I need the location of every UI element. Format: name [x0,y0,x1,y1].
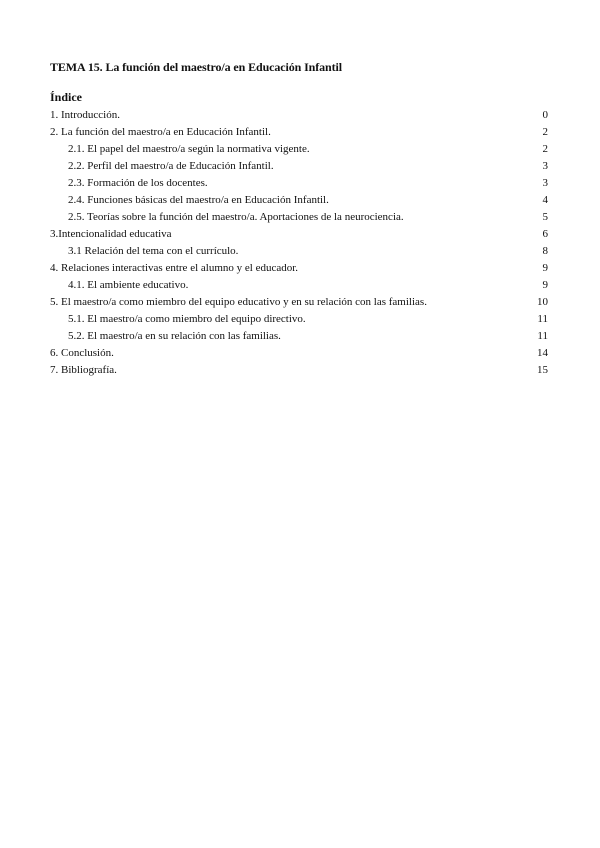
toc-entry[interactable] [50,107,548,124]
toc-entry-page: 3 [542,177,548,189]
toc-entry-page: 9 [542,279,548,291]
toc-entry[interactable] [50,362,548,379]
toc-subentry[interactable] [50,311,548,328]
toc-entry-text: 5.1. El maestro/a como miembro del equipo directivo. [68,313,306,325]
toc-entry-text: 2.3. Formación de los docentes. [68,177,208,189]
toc-subentry[interactable] [50,243,548,260]
toc-subentry[interactable] [50,158,548,175]
toc-entry-text: 7. Bibliografía. [50,364,117,376]
toc-entry-page: 3 [542,160,548,172]
toc-entry-text: 5.2. El maestro/a en su relación con las familias. [68,330,281,342]
toc-entry-text: 6. Conclusión. [50,347,114,359]
toc-entry-page: 0 [542,109,548,121]
toc-entry-page: 9 [542,262,548,274]
toc-entry-text: 3.Intencionalidad educativa [50,228,172,240]
toc-subentry[interactable] [50,209,548,226]
toc-entry-text: 5. El maestro/a como miembro del equipo educativo y en su relación con las familias. [50,296,427,308]
toc-entry-text: 2. La función del maestro/a en Educación Infantil. [50,126,271,138]
toc-subentry[interactable] [50,277,548,294]
toc-entry-page: 11 [537,330,548,342]
toc-entry[interactable] [50,294,548,311]
toc-entry-page: 15 [537,364,548,376]
toc-entry-page: 14 [537,347,548,359]
toc-subentry[interactable] [50,328,548,345]
toc-subentry[interactable] [50,192,548,209]
toc-entry-text: 2.4. Funciones básicas del maestro/a en Educación Infantil. [68,194,329,206]
toc-entry-page: 5 [542,211,548,223]
table-of-contents [50,107,548,379]
toc-entry-text: 4. Relaciones interactivas entre el alumno y el educador. [50,262,299,274]
toc-entry-page: 2 [542,126,548,138]
toc-entry-page: 8 [542,245,548,257]
toc-entry-text: 1. Introducción. [50,109,120,121]
toc-subentry[interactable] [50,141,548,158]
index-heading: Índice [50,90,83,104]
toc-entry-text: 2.5. Teorías sobre la función del maestro/a. Aportaciones de la neurociencia. [68,211,404,223]
toc-entry[interactable] [50,226,548,243]
toc-entry-text: 2.1. El papel del maestro/a según la normativa vigente. [68,143,310,155]
toc-entry[interactable] [50,345,548,362]
toc-entry-page: 11 [537,313,548,325]
toc-entry-page: 6 [542,228,548,240]
toc-entry[interactable] [50,124,548,141]
toc-entry-text: 3.1 Relación del tema con el currículo. [68,245,239,257]
toc-entry-page: 2 [542,143,548,155]
toc-entry-text: 2.2. Perfil del maestro/a de Educación Infantil. [68,160,274,172]
document-title: TEMA 15. La función del maestro/a en Educación Infantil [50,60,342,74]
toc-entry-page: 4 [542,194,548,206]
toc-subentry[interactable] [50,175,548,192]
toc-entry-page: 10 [537,296,548,308]
toc-entry-text: 4.1. El ambiente educativo. [68,279,189,291]
toc-entry[interactable] [50,260,548,277]
